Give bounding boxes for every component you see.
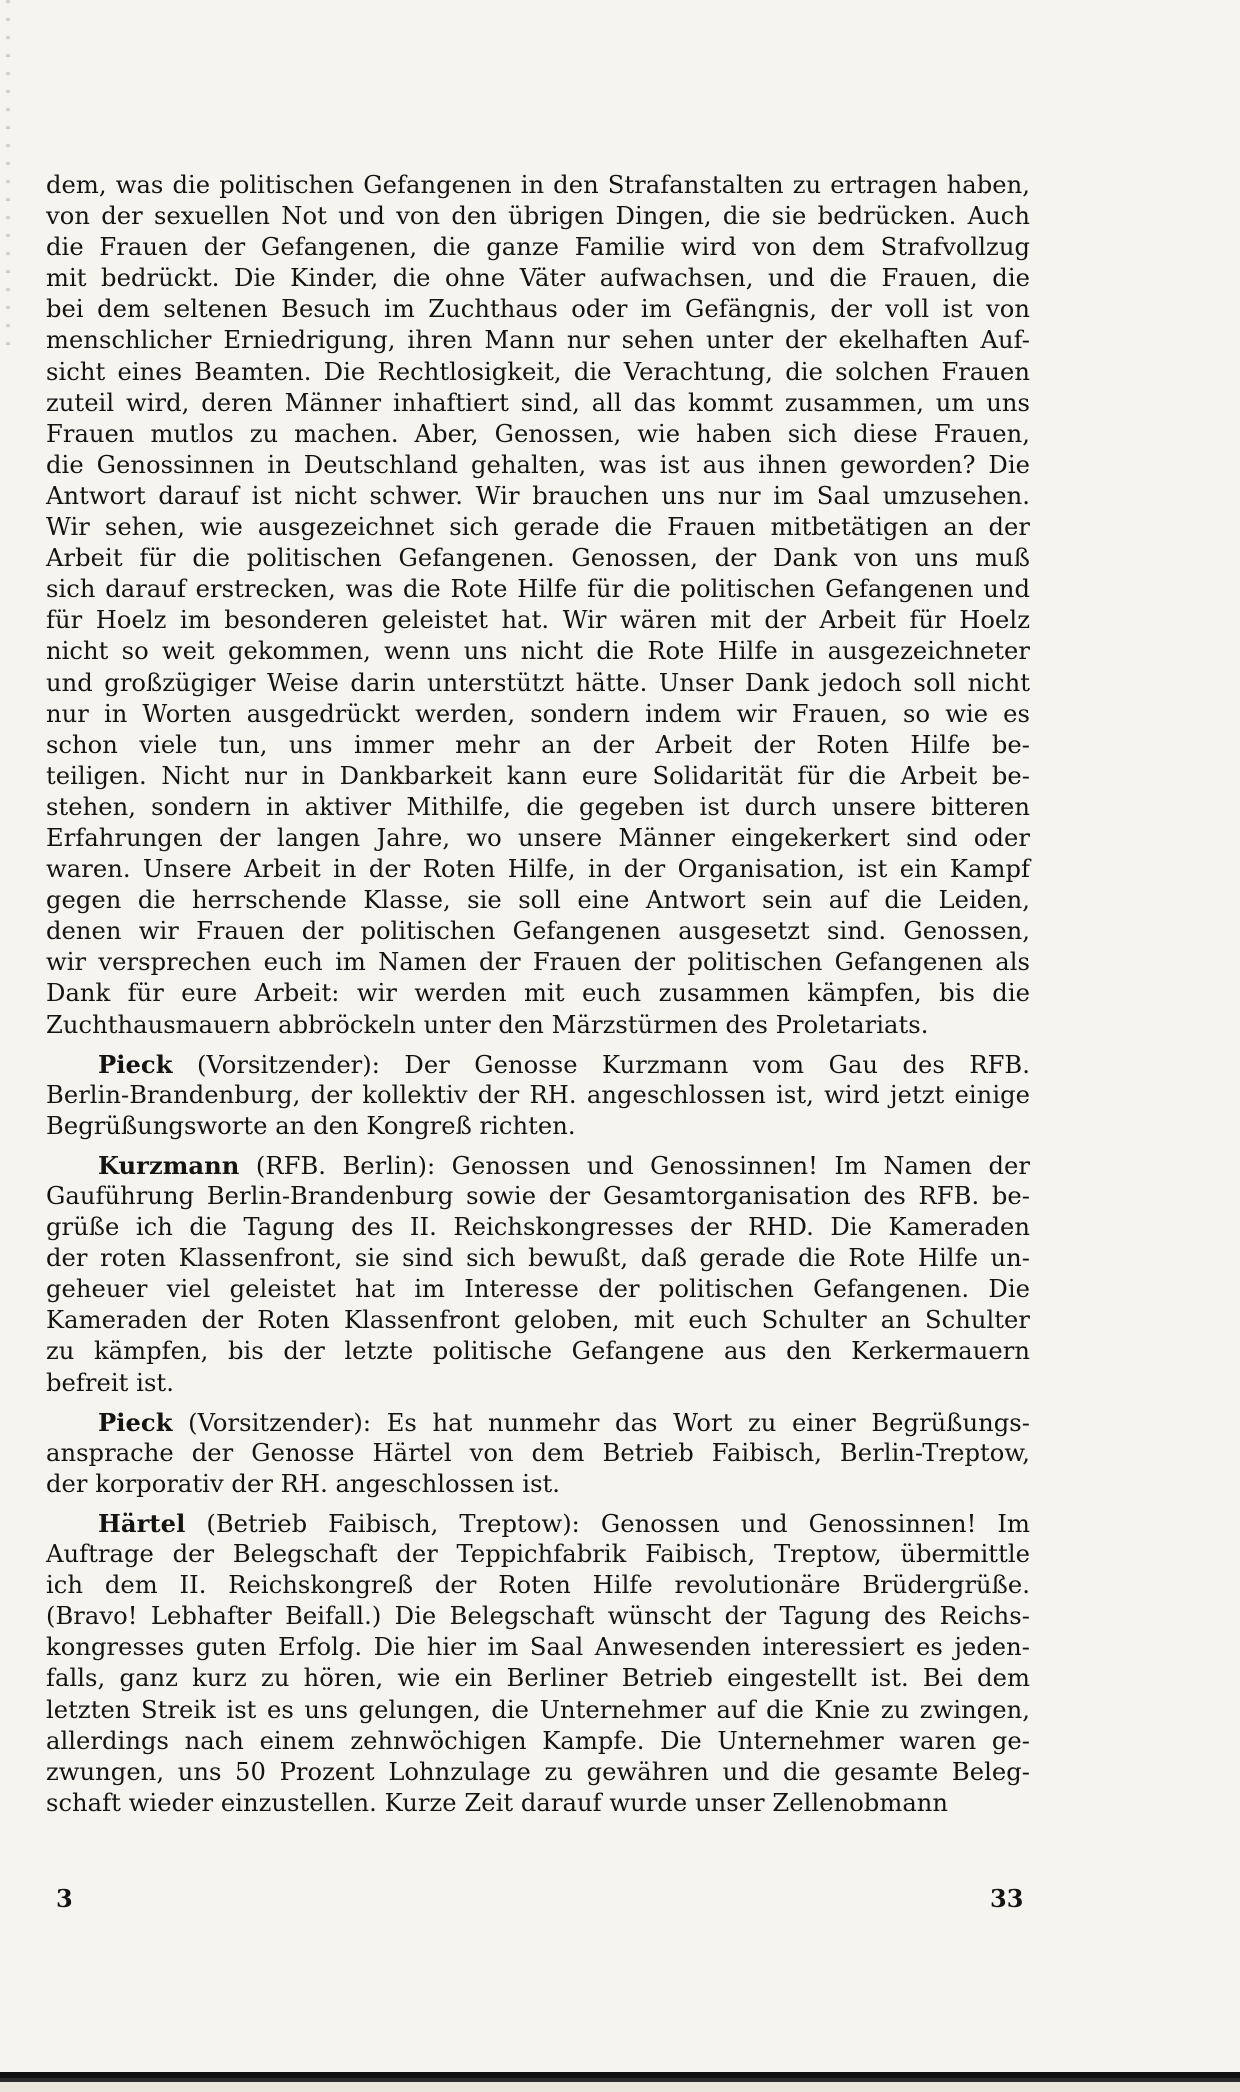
speaker-name: Pieck	[98, 1049, 173, 1079]
text-line: der korporativ der RH. angeschlossen ist.	[46, 1469, 561, 1498]
signature-mark: 3	[56, 1884, 73, 1913]
text-line	[46, 1150, 1030, 1181]
text-line: sich darauf erstrecken, was die Rote Hilfe für die politischen Gefangenen und	[46, 575, 1030, 604]
text-line: für Hoelz im besonderen geleistet hat. Wir wären mit der Arbeit für Hoelz	[46, 606, 1030, 635]
text-line: grüße ich die Tagung des II. Reichskongresses der RHD. Die Kameraden	[46, 1213, 1030, 1242]
text-line: dem, was die politischen Gefangenen in den Strafanstalten zu ertragen haben,	[46, 171, 1030, 199]
text-line: kongresses guten Erfolg. Die hier im Saal Anwesenden interessiert es jeden-	[46, 1633, 1030, 1662]
text-line: Auftrage der Belegschaft der Teppichfabrik Faibisch, Treptow, übermittle	[46, 1540, 1030, 1569]
text-line: allerdings nach einem zehnwöchigen Kampfe. Die Unternehmer waren ge-	[46, 1726, 1030, 1755]
page-bottom-edge	[0, 2072, 1240, 2092]
text-line: schon viele tun, uns immer mehr an der Arbeit der Roten Hilfe be-	[46, 730, 1030, 759]
body-text	[46, 170, 1030, 1819]
paragraph	[46, 1407, 1030, 1500]
text-line: teiligen. Nicht nur in Dankbarkeit kann eure Solidarität für die Arbeit be-	[46, 761, 1030, 790]
text-line: ansprache der Genosse Härtel von dem Betrieb Faibisch, Berlin-Treptow,	[46, 1438, 1030, 1467]
text-line: falls, ganz kurz zu hören, wie ein Berliner Betrieb eingestellt ist. Bei dem	[46, 1664, 1030, 1693]
speech-text: (Betrieb Faibisch, Treptow): Genossen und Genossinnen! Im	[185, 1509, 1030, 1538]
text-line: zuteil wird, deren Männer inhaftiert sind, all das kommt zusammen, um uns	[46, 388, 1030, 417]
text-line: Wir sehen, wie ausgezeichnet sich gerade die Frauen mitbetätigen an der	[46, 513, 1030, 542]
paragraph	[46, 1508, 1030, 1819]
text-line: die Genossinnen in Deutschland gehalten, was ist aus ihnen geworden? Die	[46, 450, 1030, 479]
text-line	[46, 1508, 1030, 1539]
speech-text: (Vorsitzender): Es hat nunmehr das Wort zu einer Begrüßungs-	[172, 1408, 1030, 1437]
text-line: geheuer viel geleistet hat im Interesse der politischen Gefangenen. Die	[46, 1275, 1030, 1304]
text-line: von der sexuellen Not und von den übrigen Dingen, die sie bedrücken. Auch	[46, 202, 1030, 231]
text-line: wir versprechen euch im Namen der Frauen der politischen Gefangenen als	[46, 948, 1030, 977]
paragraph	[46, 1150, 1030, 1399]
speaker-name: Härtel	[98, 1508, 186, 1538]
text-line: letzten Streik ist es uns gelungen, die Unternehmer auf die Knie zu zwingen,	[46, 1695, 1030, 1724]
text-line: Gauführung Berlin-Brandenburg sowie der Gesamtorganisation des RFB. be-	[46, 1182, 1030, 1210]
speaker-name: Kurzmann	[98, 1150, 240, 1180]
text-line: stehen, sondern in aktiver Mithilfe, die gegeben ist durch unsere bitteren	[46, 792, 1030, 821]
text-line	[46, 1407, 1030, 1438]
text-line: Frauen mutlos zu machen. Aber, Genossen, wie haben sich diese Frauen,	[46, 419, 1030, 448]
text-line: sicht eines Beamten. Die Rechtlosigkeit, die Verachtung, die solchen Frauen	[46, 357, 1030, 386]
text-line: (Bravo! Lebhafter Beifall.) Die Belegschaft wünscht der Tagung des Reichs-	[46, 1602, 1030, 1631]
paragraph	[46, 170, 1030, 1041]
text-line: waren. Unsere Arbeit in der Roten Hilfe, in der Organisation, ist ein Kampf	[46, 855, 1030, 884]
text-line: schaft wieder einzustellen. Kurze Zeit darauf wurde unser Zellenobmann	[46, 1788, 949, 1817]
text-line: Zuchthausmauern abbröckeln unter den Märzstürmen des Proletariats.	[46, 1010, 929, 1039]
paragraph-gap	[46, 1041, 1030, 1049]
text-line: Berlin-Brandenburg, der kollektiv der RH. angeschlossen ist, wird jetzt einige	[46, 1080, 1030, 1109]
paragraph-gap	[46, 1142, 1030, 1150]
paragraph-gap	[46, 1399, 1030, 1407]
text-line: Arbeit für die politischen Gefangenen. Genossen, der Dank von uns muß	[46, 544, 1030, 573]
text-line: die Frauen der Gefangenen, die ganze Familie wird von dem Strafvollzug	[46, 233, 1030, 262]
text-line: zu kämpfen, bis der letzte politische Gefangene aus den Kerkermauern	[46, 1337, 1030, 1366]
text-line: der roten Klassenfront, sie sind sich bewußt, daß gerade die Rote Hilfe un-	[46, 1244, 1030, 1273]
text-line: befreit ist.	[46, 1368, 174, 1397]
text-line: bei dem seltenen Besuch im Zuchthaus oder im Gefängnis, der voll ist von	[46, 295, 1030, 324]
text-line: nur in Worten ausgedrückt werden, sondern indem wir Frauen, so wie es	[46, 699, 1030, 728]
speaker-name: Pieck	[98, 1407, 173, 1437]
text-line: denen wir Frauen der politischen Gefangenen ausgesetzt sind. Genossen,	[46, 917, 1030, 946]
paragraph	[46, 1049, 1030, 1142]
binding-edge	[6, 0, 10, 360]
speech-text: (RFB. Berlin): Genossen und Genossinnen! Im Namen der	[239, 1151, 1030, 1180]
text-line: Dank für eure Arbeit: wir werden mit euch zusammen kämpfen, bis die	[46, 979, 1030, 1008]
text-line: Kameraden der Roten Klassenfront geloben, mit euch Schulter an Schulter	[46, 1306, 1030, 1335]
text-line: nicht so weit gekommen, wenn uns nicht die Rote Hilfe in ausgezeichneter	[46, 637, 1030, 666]
text-line: Antwort darauf ist nicht schwer. Wir brauchen uns nur im Saal umzusehen.	[46, 481, 1030, 510]
page-number: 33	[990, 1884, 1024, 1913]
text-line: zwungen, uns 50 Prozent Lohnzulage zu gewähren und die gesamte Beleg-	[46, 1757, 1030, 1786]
text-line: und großzügiger Weise darin unterstützt hätte. Unser Dank jedoch soll nicht	[46, 668, 1030, 697]
text-line: Begrüßungsworte an den Kongreß richten.	[46, 1111, 576, 1140]
text-line	[46, 1049, 1030, 1080]
speech-text: (Vorsitzender): Der Genosse Kurzmann vom Gau des RFB.	[172, 1050, 1030, 1079]
text-line: gegen die herrschende Klasse, sie soll eine Antwort sein auf die Leiden,	[46, 886, 1030, 915]
text-line: Erfahrungen der langen Jahre, wo unsere Männer eingekerkert sind oder	[46, 823, 1030, 852]
paragraph-gap	[46, 1500, 1030, 1508]
text-line: mit bedrückt. Die Kinder, die ohne Väter aufwachsen, und die Frauen, die	[46, 264, 1030, 293]
text-line: menschlicher Erniedrigung, ihren Mann nur sehen unter der ekelhaften Auf-	[46, 326, 1030, 355]
text-line: ich dem II. Reichskongreß der Roten Hilfe revolutionäre Brüdergrüße.	[46, 1571, 1030, 1600]
